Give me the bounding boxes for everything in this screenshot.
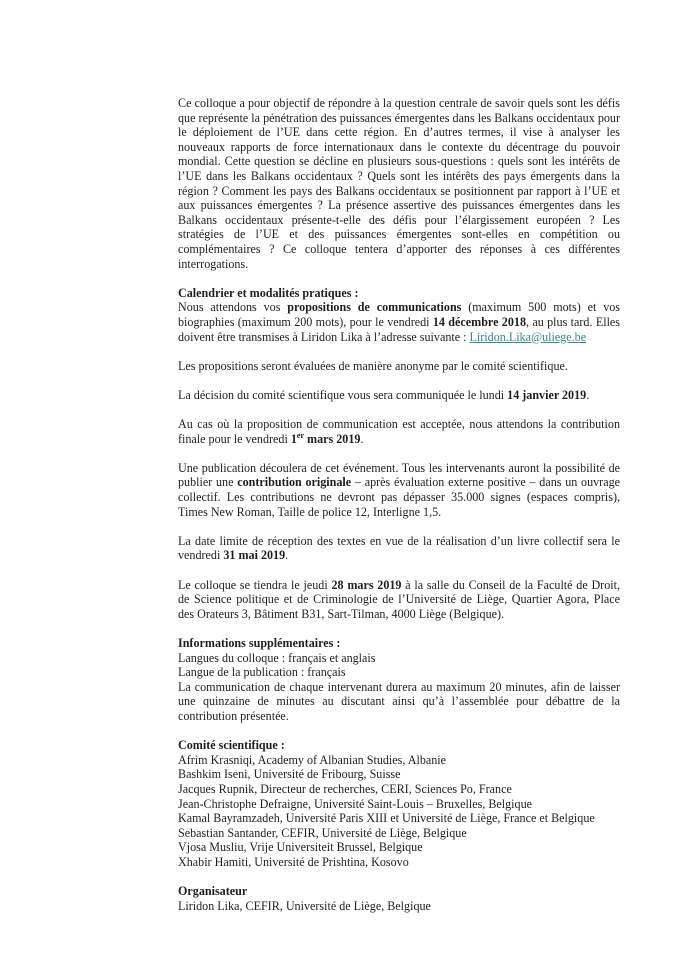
committee-member: Jacques Rupnik, Directeur de recherches, CERI, Sciences Po, France xyxy=(178,781,512,796)
text-run: La date limite de réception des textes en vue de la réalisation d’un livre collectif sera le vendredi xyxy=(178,533,620,563)
text-run: La décision du comité scientifique vous sera communiquée le lundi xyxy=(178,387,508,402)
bold-text-run: 28 mars 2019 xyxy=(331,577,402,592)
text-run: . xyxy=(586,387,590,402)
committee-members xyxy=(178,753,620,870)
calendar-heading: Calendrier et modalités pratiques : xyxy=(178,285,359,300)
text-run: Les propositions seront évaluées de manière anonyme par le comité scientifique. xyxy=(178,358,568,373)
email-link[interactable]: Liridon.Lika@uliege.be xyxy=(469,329,587,344)
publication-paragraph xyxy=(178,461,620,519)
bold-text-run: mars 2019 xyxy=(304,431,361,446)
deadline-paragraph xyxy=(178,534,620,563)
bold-text-run: 14 décembre 2018 xyxy=(432,314,526,329)
bold-text-run: 14 janvier 2019 xyxy=(507,387,587,402)
text-run: (maximum 500 mots) et vos biographies (maximum 200 mots), pour le vendredi xyxy=(178,300,620,329)
scientific-committee-heading: Comité scientifique : xyxy=(178,738,285,753)
intro-paragraph xyxy=(178,96,620,271)
text-run: Nous attendons vos xyxy=(178,300,288,315)
text-run: – après évaluation externe positive – dans un ouvrage collectif. Les contributions ne devront pas dépasser 35.000 signes (espaces compris), Times New Roman, Taille de police 12, Interligne 1,5. xyxy=(178,475,620,519)
final-contribution-paragraph xyxy=(178,417,620,446)
text-run: Au cas où la proposition de communication est acceptée, nous attendons la contribution finale pour le vendredi xyxy=(178,417,620,446)
committee-member: Xhabir Hamiti, Université de Prishtina, Kosovo xyxy=(178,854,409,869)
text-run: Ce colloque a pour objectif de répondre à la question centrale de savoir quels sont les défis que représente la pénétration des puissances émergentes dans les Balkans occidentaux pour le déploiement de l’UE dans cette région. En d’autres termes, il vise à analyser les nouveaux rapports de force internationaux dans le contexte du décentrage du pouvoir mondial. Cette question se décline en plusieurs sous-questions : quels sont les intérêts de l’UE dans les Balkans occidentaux ? Quels sont les intérêts des pays émergents dans la région ? Comment les pays des Balkans occidentaux se positionnent par rapport à l’UE et aux puissances émergentes ? La présence assertive des puissances émergentes dans les Balkans occidentaux présente-t-elle des défis pour l’élargissement européen ? Les stratégies de l’UE et des puissances émergentes sont-elles en compétition ou complémentaires ? Ce colloque tentera d’apporter des réponses à ces différentes interrogations. xyxy=(178,96,620,271)
bold-text-run: 31 mai 2019 xyxy=(223,548,286,563)
committee-member: Vjosa Musliu, Vrije Universiteit Brussel, Belgique xyxy=(178,840,423,855)
decision-paragraph xyxy=(178,388,620,403)
text-run: La communication de chaque intervenant durera au maximum 20 minutes, afin de laisser une quinzaine de minutes au discutant ainsi qu’à l’assemblée pour débattre de la contribution présentée. xyxy=(178,679,620,723)
text-run: Le colloque se tiendra le jeudi xyxy=(178,577,332,592)
organizer-heading: Organisateur xyxy=(178,884,248,899)
committee-member: Sebastian Santander, CEFIR, Université de Liège, Belgique xyxy=(178,825,467,840)
organizer-name: Liridon Lika, CEFIR, Université de Liège, Belgique xyxy=(178,898,431,913)
additional-info-heading: Informations supplémentaires : xyxy=(178,635,341,650)
document-body xyxy=(178,96,620,913)
text-run: . xyxy=(360,431,364,446)
bold-text-run: er xyxy=(296,430,304,440)
evaluation-paragraph xyxy=(178,359,620,374)
talk-duration-paragraph xyxy=(178,680,620,724)
committee-member: Afrim Krasniqi, Academy of Albanian Studies, Albanie xyxy=(178,752,447,767)
text-run: . xyxy=(285,548,289,563)
info-line: Langues du colloque : français et anglais xyxy=(178,650,376,665)
submission-paragraph xyxy=(178,300,620,344)
bold-text-run: propositions de communications xyxy=(287,300,462,315)
bold-text-run: contribution originale xyxy=(237,475,352,490)
text-run: Une publication découlera de cet événement. Tous les intervenants auront la possibilité de publier une xyxy=(178,460,620,490)
committee-member: Jean-Christophe Defraigne, Université Saint-Louis – Bruxelles, Belgique xyxy=(178,796,532,811)
text-run: à la salle du Conseil de la Faculté de Droit, de Science politique et de Criminologie de l’Université de Liège, Quartier Agora, Place des Orateurs 3, Bâtiment B31, Sart-Tilman, 4000 Liège (Belgique). xyxy=(178,577,620,621)
committee-member: Bashkim Iseni, Université de Fribourg, Suisse xyxy=(178,767,401,782)
text-run: , au plus tard. Elles doivent être transmises à Liridon Lika à l’adresse suivante : xyxy=(178,314,621,344)
bold-text-run: 1 xyxy=(290,431,297,446)
committee-member: Kamal Bayramzadeh, Université Paris XIII et Université de Liège, France et Belgique xyxy=(178,811,595,826)
venue-paragraph xyxy=(178,578,620,622)
languages-lines xyxy=(178,651,620,680)
info-line: Langue de la publication : français xyxy=(178,665,346,680)
organizer-line xyxy=(178,899,620,914)
